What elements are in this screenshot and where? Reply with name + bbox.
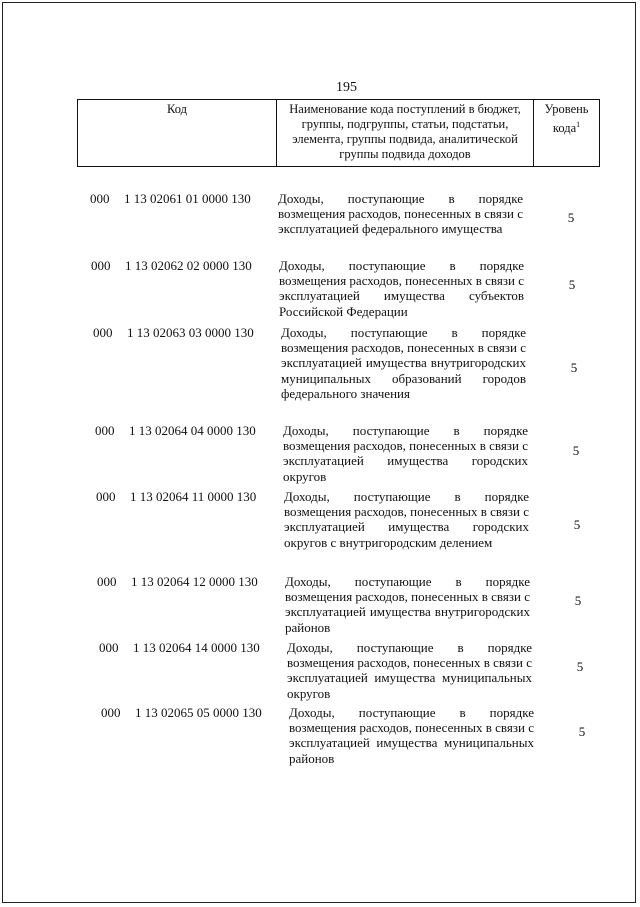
- page-number: 195: [336, 80, 357, 95]
- header-name: [277, 100, 534, 167]
- row-description: Доходы, поступающие в порядке возмещения расходов, понесенных в связи с эксплуатацией имущества внутригородских муниципальных образований городов федерального значения: [281, 325, 526, 401]
- row-level: 5: [574, 593, 582, 608]
- row-admin-code: 000: [90, 191, 110, 206]
- row-description: Доходы, поступающие в порядке возмещения расходов, понесенных в связи с эксплуатацией имущества городских округов с внутригородским делением: [284, 489, 529, 550]
- row-kbk-code: 1 13 02064 04 0000 130: [129, 423, 256, 438]
- row-level: 5: [567, 210, 575, 225]
- header-table: [77, 99, 600, 167]
- row-level: 5: [578, 724, 586, 739]
- row-admin-code: 000: [93, 325, 113, 340]
- row-kbk-code: 1 13 02064 12 0000 130: [131, 574, 258, 589]
- row-admin-code: 000: [96, 489, 116, 504]
- header-code: [78, 100, 277, 167]
- header-code-label: Код: [167, 102, 187, 116]
- header-row: [78, 100, 600, 167]
- row-level: 5: [568, 277, 576, 292]
- row-admin-code: 000: [101, 705, 121, 720]
- row-kbk-code: 1 13 02064 14 0000 130: [133, 640, 260, 655]
- row-level: 5: [573, 517, 581, 532]
- row-description: Доходы, поступающие в порядке возмещения расходов, понесенных в связи с эксплуатацией федерального имущества: [278, 191, 523, 237]
- row-kbk-code: 1 13 02062 02 0000 130: [125, 258, 252, 273]
- row-description: Доходы, поступающие в порядке возмещения расходов, понесенных в связи с эксплуатацией имущества городских округов: [283, 423, 528, 484]
- row-admin-code: 000: [97, 574, 117, 589]
- header-level-label: Уровень кода: [544, 102, 589, 136]
- row-kbk-code: 1 13 02065 05 0000 130: [135, 705, 262, 720]
- row-kbk-code: 1 13 02063 03 0000 130: [127, 325, 254, 340]
- row-admin-code: 000: [99, 640, 119, 655]
- header-level-footnote: 1: [576, 120, 581, 129]
- row-description: Доходы, поступающие в порядке возмещения расходов, понесенных в связи с эксплуатацией имущества муниципальных районов: [289, 705, 534, 766]
- row-level: 5: [576, 659, 584, 674]
- header-name-label: Наименование кода поступлений в бюджет, группы, подгруппы, статьи, подстатьи, элемента, группы подвида, аналитической группы подвида доходов: [289, 102, 521, 161]
- row-kbk-code: 1 13 02064 11 0000 130: [130, 489, 257, 504]
- row-admin-code: 000: [91, 258, 111, 273]
- header-level: [534, 100, 600, 167]
- row-level: 5: [570, 360, 578, 375]
- row-description: Доходы, поступающие в порядке возмещения расходов, понесенных в связи с эксплуатацией имущества субъектов Российской Федерации: [279, 258, 524, 319]
- row-admin-code: 000: [95, 423, 115, 438]
- row-description: Доходы, поступающие в порядке возмещения расходов, понесенных в связи с эксплуатацией имущества муниципальных округов: [287, 640, 532, 701]
- row-kbk-code: 1 13 02061 01 0000 130: [124, 191, 251, 206]
- row-description: Доходы, поступающие в порядке возмещения расходов, понесенных в связи с эксплуатацией имущества внутригородских районов: [285, 574, 530, 635]
- row-level: 5: [572, 443, 580, 458]
